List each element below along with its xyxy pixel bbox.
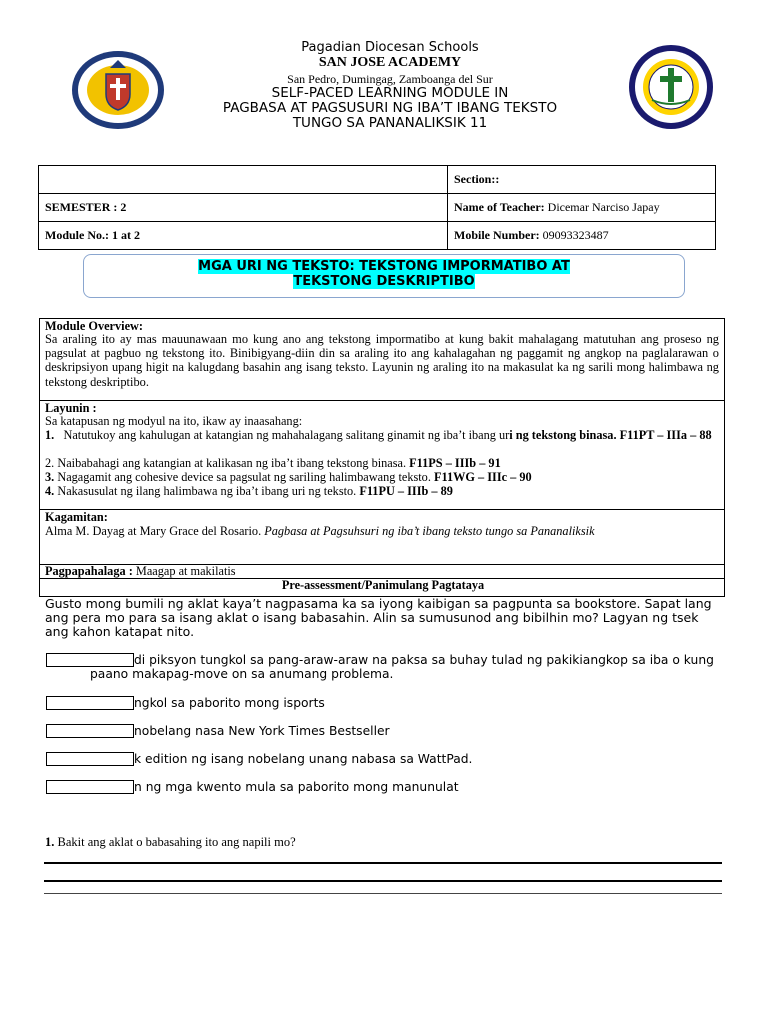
answer-line[interactable] bbox=[44, 862, 722, 864]
teacher-name: Dicemar Narciso Japay bbox=[544, 200, 660, 214]
option-checkbox[interactable] bbox=[46, 653, 134, 667]
lesson-title-line2: TEKSTONG DESKRIPTIBO bbox=[293, 274, 475, 289]
values-text: Maagap at makilatis bbox=[132, 564, 236, 578]
mobile-cell bbox=[448, 222, 716, 250]
school-address: San Pedro, Dumingag, Zamboanga del Sur bbox=[287, 72, 493, 86]
section-label: Section:: bbox=[454, 172, 500, 186]
option-text: n ng mga kwento mula sa paborito mong manunulat bbox=[134, 780, 459, 794]
lesson-title-box bbox=[83, 254, 685, 298]
teacher-cell bbox=[448, 194, 716, 222]
school-name: SAN JOSE ACADEMY bbox=[318, 55, 462, 70]
option-checkbox[interactable] bbox=[46, 752, 134, 766]
objective-code: F11WG – IIIc – 90 bbox=[433, 470, 532, 484]
objective-number: 3. bbox=[45, 470, 55, 484]
overview-body: Sa araling ito ay mas mauunawaan mo kung ano ang tekstong impormatibo at kung bakit mahalagang matutuhan ang proseso ng pagsulat at pagbuo ng tekstong ito. Binibigyang-diin din sa araling ito ang kahalagahan ng paggamit ng angkop na paglalarawan o deskripsiyon upang higit na kalugdang basahin ang isang teksto. Layunin ng araling ito na makasulat ka ng sarili mong halimbawa ng tekstong deskriptibo. bbox=[45, 332, 719, 389]
objective-code: F11PU – IIIb – 89 bbox=[359, 484, 453, 498]
materials-authors: Alma M. Dayag at Mary Grace del Rosario. bbox=[45, 524, 265, 538]
values-row bbox=[45, 565, 719, 578]
question-number: 1. bbox=[45, 835, 55, 849]
objective-text: Naibabahagi ang katangian at kalikasan ng iba’t ibang tekstong binasa. bbox=[57, 456, 410, 470]
mobile-number: 09093323487 bbox=[539, 228, 609, 242]
overview-heading: Module Overview: bbox=[45, 319, 144, 333]
objective-item bbox=[45, 456, 719, 470]
materials-heading: Kagamitan: bbox=[45, 510, 108, 524]
option-text: ngkol sa paborito mong isports bbox=[134, 696, 325, 710]
objective-number: 4. bbox=[45, 484, 55, 498]
section-field[interactable] bbox=[448, 166, 716, 194]
option-checkbox[interactable] bbox=[46, 780, 134, 794]
preassessment-instructions: Gusto mong bumili ng aklat kaya’t nagpasama ka sa iyong kaibigan sa pagpunta sa bookstore. Sapat lang ang pera mo para sa isang aklat o isang babasahin. Alin sa sumusunod ang bibilhin mo? Lagyan ng tsek ang kahon katapat nito. bbox=[45, 596, 712, 639]
mobile-label: Mobile Number: bbox=[454, 228, 540, 242]
objective-item bbox=[45, 470, 719, 484]
option-text-continued: paano makapag-move on sa anumang problema. bbox=[90, 667, 394, 681]
objective-item bbox=[45, 484, 719, 498]
module-number-label: Module No.: 1 at 2 bbox=[39, 222, 448, 250]
option-text: nobelang nasa New York Times Bestseller bbox=[134, 724, 390, 738]
san-jose-academy-seal-icon bbox=[622, 44, 720, 130]
answer-line[interactable] bbox=[44, 880, 722, 882]
module-title-line1: SELF-PACED LEARNING MODULE IN bbox=[271, 85, 509, 101]
materials-reference bbox=[45, 524, 719, 538]
objective-item bbox=[45, 428, 719, 442]
objectives-heading: Layunin : bbox=[45, 401, 97, 415]
blank-cell bbox=[39, 166, 448, 194]
objectives-intro: Sa katapusan ng modyul na ito, ikaw ay inaasahang: bbox=[45, 414, 303, 428]
option-text: di piksyon tungkol sa pang-araw-araw na paksa sa buhay tulad ng pakikiangkop sa iba o kung bbox=[134, 653, 714, 667]
preassessment-heading: Pre-assessment/Panimulang Pagtataya bbox=[281, 578, 485, 592]
objective-text: Natutukoy ang kahulugan at katangian ng mahahalagang salitang ginamit ng iba’t ibang uri ng tekstong binasa. F11PT – IIIa – 88 bbox=[63, 428, 712, 442]
objective-text: Nakasusulat ng ilang halimbawa ng iba’t ibang uri ng teksto. bbox=[57, 484, 360, 498]
school-group: Pagadian Diocesan Schools bbox=[301, 40, 479, 55]
option-checkbox[interactable] bbox=[46, 696, 134, 710]
answer-line[interactable] bbox=[44, 893, 722, 894]
option-checkbox[interactable] bbox=[46, 724, 134, 738]
option-text: k edition ng isang nobelang unang nabasa sa WattPad. bbox=[134, 752, 473, 766]
values-heading: Pagpapahalaga : bbox=[45, 564, 133, 578]
materials-book-title: Pagbasa at Pagsuhsuri ng iba’t ibang teksto tungo sa Pananaliksik bbox=[264, 524, 595, 538]
teacher-label: Name of Teacher: bbox=[454, 200, 545, 214]
module-title-line3: TUNGO SA PANANALIKSIK 11 bbox=[292, 115, 488, 131]
semester-label: SEMESTER : 2 bbox=[39, 194, 448, 222]
question-1 bbox=[45, 835, 721, 849]
objective-number: 2. bbox=[45, 456, 55, 470]
lesson-title-line1: MGA URI NG TEKSTO: TEKSTONG IMPORMATIBO AT bbox=[198, 259, 570, 274]
objective-code: F11PS – IIIb – 91 bbox=[409, 456, 501, 470]
objective-text: Nagagamit ang cohesive device sa pagsulat ng sariling halimbawang teksto. bbox=[57, 470, 434, 484]
module-title-line2: PAGBASA AT PAGSUSURI NG IBA’T IBANG TEKSTO bbox=[222, 100, 558, 116]
question-text: Bakit ang aklat o babasahing ito ang napili mo? bbox=[54, 835, 296, 849]
objective-number: 1. bbox=[45, 428, 55, 442]
module-info-table bbox=[38, 165, 716, 250]
